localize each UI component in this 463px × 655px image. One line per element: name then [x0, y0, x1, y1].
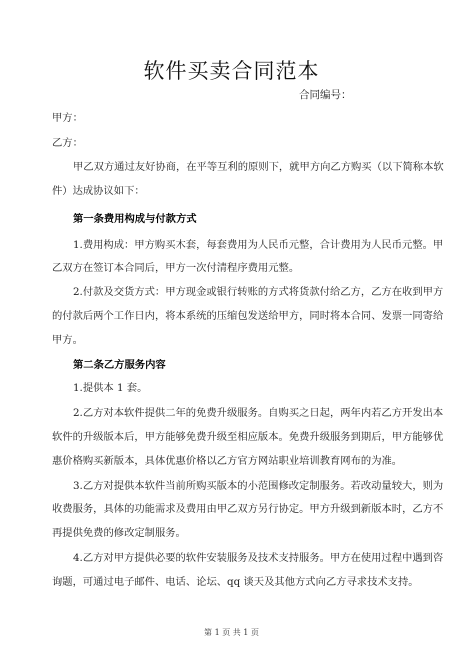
party-a-label: 甲方： [52, 112, 83, 124]
paragraph-line: 1.费用构成：甲方购买木套，每套费用为人民币元整，合计费用为人民币元整。甲 [73, 239, 444, 251]
page-title: 软件买卖合同范本 [143, 59, 320, 83]
paragraph-line: 软件的升级版本后，甲方能够免费升级至相应版本。免费升级服务到期后，甲方能够优 [52, 431, 444, 443]
paragraph-line: 乙双方在签订本合同后，甲方一次付清程序费用元整。 [52, 262, 300, 274]
paragraph-line: 的付款后两个工作日内，将本系统的压缩包发送给甲方，同时将本合同、发票一同寄给 [52, 310, 444, 322]
paragraph-line: 2.付款及交货方式：甲方现金或银行转账的方式将货款付给乙方，乙方在收到甲方 [73, 286, 444, 298]
page-footer: 第 1 页 共 1 页 [204, 628, 259, 637]
section-heading: 第二条乙方服务内容 [73, 359, 166, 371]
paragraph-line: 收费服务，具体的功能需求及费用由甲乙双方另行协定。甲方升级到新版本时，乙方不 [52, 503, 444, 515]
intro-line: 甲乙双方通过友好协商，在平等互利的原则下，就甲方向乙方购买（以下简称本软 [73, 161, 444, 173]
contract-number-label: 合同编号： [299, 89, 352, 101]
section-heading: 第一条费用构成与付款方式 [73, 213, 197, 225]
paragraph-line: 2.乙方对本软件提供二年的免费升级服务。自购买之日起，两年内若乙方开发出本 [73, 407, 444, 419]
paragraph-line: 甲方。 [52, 334, 83, 346]
party-b-label: 乙方： [52, 137, 83, 149]
paragraph-line: 4.乙方对甲方提供必要的软件安装服务及技术支持服务。甲方在使用过程中遇到咨 [73, 552, 444, 564]
intro-line: 件）达成协议如下： [52, 185, 145, 197]
paragraph-line: 询题，可通过电子邮件、电话、论坛、qq 谈天及其他方式向乙方寻求技术支持。 [52, 576, 419, 588]
paragraph-line: 1.提供本 1 套。 [73, 382, 148, 394]
paragraph-line: 再提供免费的修改定制服务。 [52, 527, 186, 539]
paragraph-line: 3.乙方对提供本软件当前所购买版本的小范围修改定制服务。若改动量较大，则为 [73, 480, 444, 492]
paragraph-line: 惠价格购买新版本，具体优惠价格以乙方官方网站职业培训教育网布的为准。 [52, 455, 403, 467]
